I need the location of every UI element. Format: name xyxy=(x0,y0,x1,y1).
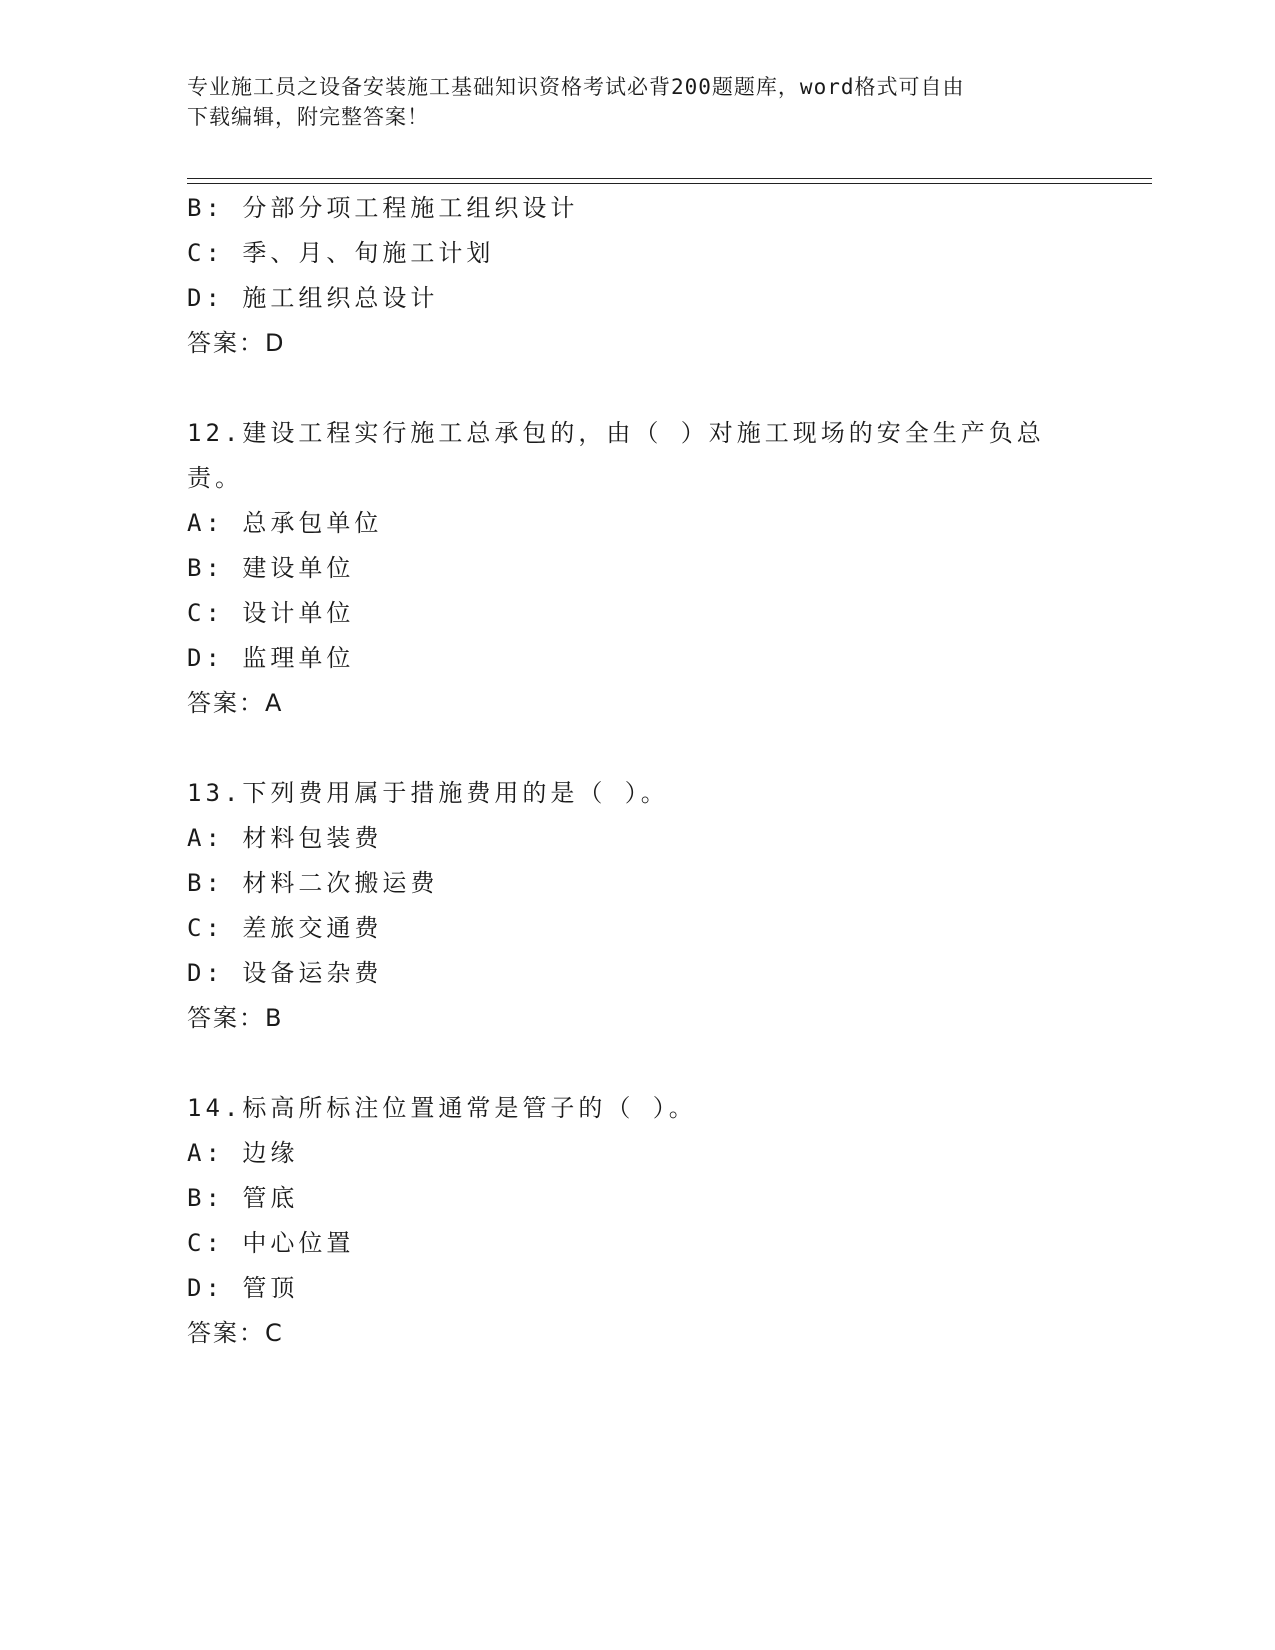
header-title-line-2: 下载编辑，附完整答案！ xyxy=(187,105,429,129)
header-title-line-1: 专业施工员之设备安装施工基础知识资格考试必背200题题库，word格式可自由 xyxy=(187,75,965,99)
option-b: B: 管底 xyxy=(187,1184,299,1212)
question-stem: 14.标高所标注位置通常是管子的（ ）。 xyxy=(187,1094,697,1122)
option-c: C: 差旅交通费 xyxy=(187,914,383,942)
option-a: A: 边缘 xyxy=(187,1139,299,1167)
document-header xyxy=(187,72,1077,132)
answer-line: 答案：B xyxy=(187,1004,284,1032)
option-d: D: 设备运杂费 xyxy=(187,959,383,987)
option-a: A: 材料包装费 xyxy=(187,824,383,852)
option-d: D: 施工组织总设计 xyxy=(187,284,439,312)
answer-line: 答案：A xyxy=(187,689,284,717)
option-b: B: 材料二次搬运费 xyxy=(187,869,439,897)
option-c: C: 设计单位 xyxy=(187,599,355,627)
question-stem-continued: 责。 xyxy=(187,464,243,492)
option-c: C: 季、月、旬施工计划 xyxy=(187,239,495,267)
header-divider-top xyxy=(187,178,1152,179)
answer-line: 答案：D xyxy=(187,329,286,357)
option-c: C: 中心位置 xyxy=(187,1229,355,1257)
question-stem: 13.下列费用属于措施费用的是（ ）。 xyxy=(187,779,669,807)
option-d: D: 监理单位 xyxy=(187,644,355,672)
option-a: A: 总承包单位 xyxy=(187,509,383,537)
answer-line: 答案：C xyxy=(187,1319,284,1347)
question-stem: 12.建设工程实行施工总承包的，由（ ）对施工现场的安全生产负总 xyxy=(187,419,1045,447)
option-d: D: 管顶 xyxy=(187,1274,299,1302)
option-b: B: 建设单位 xyxy=(187,554,355,582)
header-divider-bottom xyxy=(187,183,1152,184)
option-b: B: 分部分项工程施工组织设计 xyxy=(187,194,579,222)
